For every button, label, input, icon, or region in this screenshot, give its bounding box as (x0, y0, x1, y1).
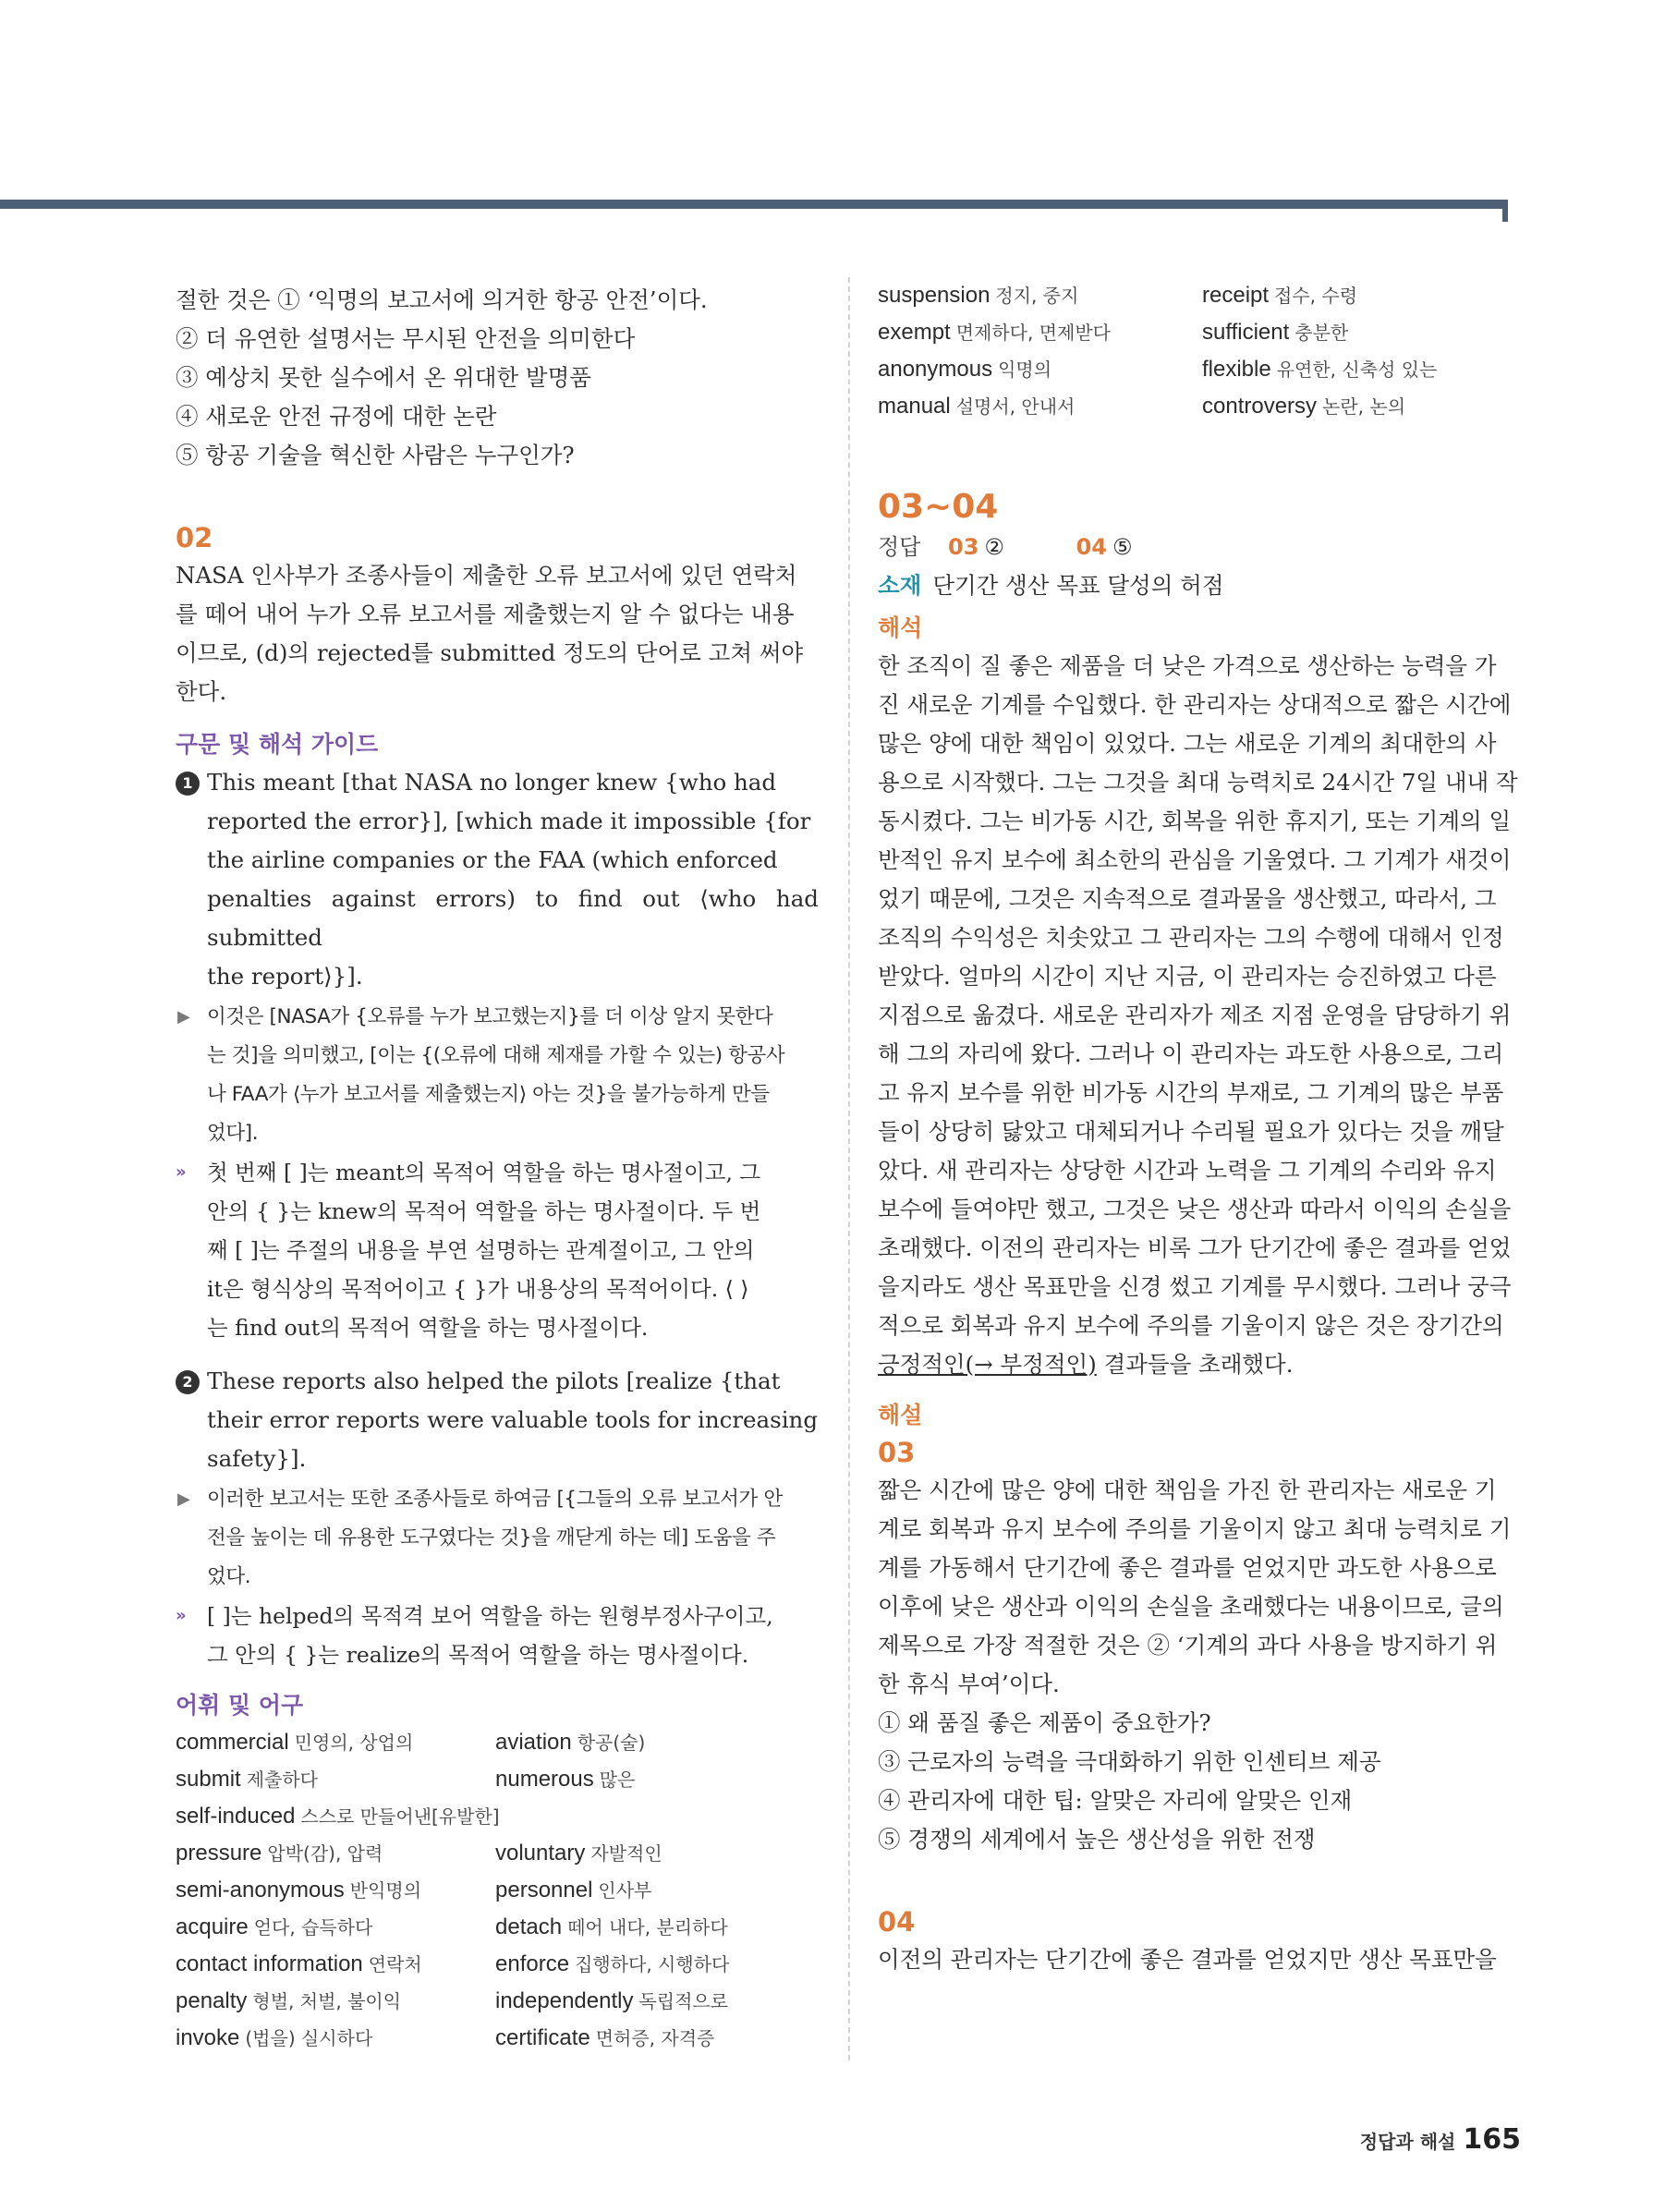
text-line: 째 [ ]는 주절의 내용을 부연 설명하는 관계절이고, 그 안의 (207, 1237, 755, 1263)
vocab-item: sufficient 충분한 (1202, 320, 1349, 345)
text-line: 한다. (176, 678, 227, 705)
vocab-item: aviation 항공(술) (495, 1730, 646, 1755)
q03-explanation (878, 1471, 1520, 1859)
answer-04-number: 04 (1076, 534, 1107, 560)
vocab-item: controversy 논란, 논의 (1202, 394, 1406, 419)
vocab-item: voluntary 자발적인 (495, 1841, 662, 1866)
text-line: 고 유지 보수를 위한 비가동 시간의 부재로, 그 기계의 많은 부품 (878, 1079, 1504, 1106)
guide-title: 구문 및 해석 가이드 (176, 731, 379, 758)
text-line: reported the error}], [which made it impossible {for (207, 808, 811, 834)
translation-body (878, 647, 1520, 1384)
text-line: 었다. (207, 1565, 251, 1588)
text-line: 는 것]을 의미했고, [이는 {(오류에 대해 제재를 가할 수 있는) 항공사 (207, 1044, 785, 1067)
text-line: ⑤ 항공 기술을 혁신한 사람은 누구인가? (176, 442, 575, 468)
text-line: ② 더 유연한 설명서는 무시된 안전을 의미한다 (176, 325, 636, 352)
text-line: [ ]는 helped의 목적격 보어 역할을 하는 원형부정사구이고, (207, 1603, 773, 1629)
text-line: 조직의 수익성은 치솟았고 그 관리자는 그의 수행에 대해서 인정 (878, 924, 1504, 951)
text-line: 나 FAA가 ⟨누가 보고서를 제출했는지⟩ 아는 것}을 불가능하게 만들 (207, 1083, 770, 1106)
page-number: 165 (1463, 2123, 1521, 2156)
footer-label: 정답과 해설 (1359, 2131, 1456, 2153)
vocab-item: independently 독립적으로 (495, 1988, 729, 2013)
text-line: 보수에 들여야만 했고, 그것은 낮은 생산과 따라서 이익의 손실을 (878, 1196, 1512, 1222)
text-line: 한 조직이 질 좋은 제품을 더 낮은 가격으로 생산하는 능력을 가 (878, 652, 1497, 679)
triangle-bullet-icon: ▶ (177, 1007, 190, 1027)
text-line: safety}]. (207, 1445, 307, 1472)
q02-explanation (176, 556, 819, 711)
vocab-item: exempt 면제하다, 면제받다 (878, 320, 1111, 345)
vocab-title: 어휘 및 어구 (176, 1692, 304, 1719)
text-line: 를 떼어 내어 누가 오류 보고서를 제출했는지 알 수 없다는 내용 (176, 601, 795, 627)
double-chevron-icon: » (176, 1162, 187, 1182)
text-line: 받았다. 얼마의 시간이 지난 지금, 이 관리자는 승진하였고 다른 (878, 963, 1497, 990)
text-line: 았다. 새 관리자는 상당한 시간과 노력을 그 기계의 수리와 유지 (878, 1157, 1497, 1184)
q04-number: 04 (878, 1906, 916, 1938)
q01-choices (176, 281, 819, 475)
text-line: ③ 예상치 못한 실수에서 온 위대한 발명품 (176, 364, 591, 391)
text-line: 을지라도 생산 목표만을 신경 썼고 기계를 무시했다. 그러나 궁극 (878, 1273, 1512, 1300)
text-line: 제목으로 가장 적절한 것은 ② ‘기계의 과다 사용을 방지하기 위 (878, 1632, 1498, 1659)
vocab-list-right (878, 277, 1520, 425)
sentence-2-note (176, 1597, 819, 1674)
vocab-item: pressure 압박(감), 압력 (176, 1841, 383, 1866)
header-bar-tick (1502, 200, 1508, 222)
text-line: 안의 { }는 knew의 목적어 역할을 하는 명사절이다. 두 번 (207, 1198, 761, 1224)
text-line: the airline companies or the FAA (which enforced (207, 846, 778, 873)
text-line: it은 형식상의 목적어이고 { }가 내용상의 목적어이다. ⟨ ⟩ (207, 1276, 749, 1302)
topic-label: 소재 (878, 572, 922, 599)
vocab-item: self-induced 스스로 만들어낸[유발한] (176, 1804, 500, 1829)
vocab-item: detach 떼어 내다, 분리하다 (495, 1914, 728, 1939)
vocab-item: commercial 민영의, 상업의 (176, 1730, 414, 1755)
text-line: 었다]. (207, 1122, 259, 1145)
text-line: penalties against errors) to find out ⟨who had submitted (207, 885, 819, 951)
text-line: 적으로 회복과 유지 보수에 주의를 기울이지 않은 것은 장기간의 (878, 1312, 1504, 1339)
text-line: 반적인 유지 보수에 최소한의 관심을 기울였다. 그 기계가 새것이 (878, 846, 1512, 873)
vocab-item: certificate 면허증, 자격증 (495, 2025, 715, 2050)
vocab-item: invoke (법을) 실시하다 (176, 2025, 373, 2050)
text-line: 이러한 보고서는 또한 조종사들로 하여금 [{그들의 오류 보고서가 안 (207, 1488, 783, 1511)
text-line: 었기 때문에, 그것은 지속적으로 결과물을 생산했고, 따라서, 그 (878, 885, 1497, 912)
triangle-bullet-icon: ▶ (177, 1489, 190, 1509)
vocab-item: submit 제출하다 (176, 1767, 318, 1792)
section-title: 03~04 (878, 488, 999, 526)
text-line: 이므로, (d)의 rejected를 submitted 정도의 단어로 고쳐 써야 (176, 639, 804, 666)
q04-explanation (878, 1940, 1520, 1979)
text-line: ③ 근로자의 능력을 극대화하기 위한 인센티브 제공 (878, 1748, 1381, 1775)
text-line: 들이 상당히 닳았고 대체되거나 수리될 필요가 있다는 것을 깨달 (878, 1118, 1504, 1145)
vocab-item: numerous 많은 (495, 1767, 636, 1792)
topic-row (878, 565, 1520, 606)
text-line: 는 find out의 목적어 역할을 하는 명사절이다. (207, 1315, 649, 1341)
sentence-1-translation (176, 998, 819, 1153)
text-line: These reports also helped the pilots [realize {that (207, 1367, 781, 1394)
sentence-2 (176, 1362, 819, 1478)
vocab-item: flexible 유연한, 신축성 있는 (1202, 357, 1438, 382)
sentence-1-note (176, 1153, 819, 1347)
text-line: 용으로 시작했다. 그는 그것을 최대 능력치로 24시간 7일 내내 작 (878, 769, 1518, 796)
page-footer (1360, 2123, 1521, 2156)
text-line: ⑤ 경쟁의 세계에서 높은 생산성을 위한 전쟁 (878, 1826, 1316, 1853)
translation-title: 해석 (878, 614, 923, 641)
underlined-answer: 긍정적인(→ 부정적인) (878, 1351, 1097, 1378)
answer-row (878, 529, 1520, 565)
explanation-title: 해설 (878, 1402, 923, 1428)
q02-number: 02 (176, 522, 213, 553)
vocab-item: contact information 연락처 (176, 1951, 422, 1976)
text-line: their error reports were valuable tools for increasing (207, 1406, 819, 1433)
header-bar (0, 200, 1508, 209)
text-line: 해 그의 자리에 왔다. 그러나 이 관리자는 과도한 사용으로, 그리 (878, 1040, 1504, 1067)
answer-04-value: ⑤ (1112, 534, 1133, 560)
answer-03-number: 03 (948, 534, 979, 560)
text-line: ④ 관리자에 대한 팁: 알맞은 자리에 알맞은 인재 (878, 1787, 1353, 1814)
answer-03-value: ② (984, 534, 1004, 560)
text-line: 진 새로운 기계를 수입했다. 한 관리자는 상대적으로 짧은 시간에 (878, 691, 1512, 718)
text-line: 계를 가동해서 단기간에 좋은 결과를 얻었지만 과도한 사용으로 (878, 1554, 1497, 1581)
text-line: ① 왜 품질 좋은 제품이 중요한가? (878, 1709, 1211, 1736)
double-chevron-icon: » (176, 1606, 187, 1625)
vocab-item: penalty 형벌, 처벌, 불이익 (176, 1988, 402, 2013)
vocab-item: anonymous 익명의 (878, 357, 1052, 382)
text-line: 이후에 낮은 생산과 이익의 손실을 초래했다는 내용이므로, 글의 (878, 1593, 1504, 1620)
vocab-item: receipt 접수, 수령 (1202, 283, 1358, 308)
text-line: 긍정적인(→ 부정적인) 결과들을 초래했다. (878, 1351, 1294, 1378)
vocab-item: manual 설명서, 안내서 (878, 394, 1076, 419)
text-line: 첫 번째 [ ]는 meant의 목적어 역할을 하는 명사절이고, 그 (207, 1160, 761, 1185)
vocab-list (176, 1724, 819, 2057)
text-line: This meant [that NASA no longer knew {who had (207, 769, 777, 796)
text-line: ④ 새로운 안전 규정에 대한 논란 (176, 403, 497, 430)
text-line: the report⟩}]. (207, 963, 363, 990)
topic-text: 단기간 생산 목표 달성의 허점 (932, 572, 1224, 599)
text-line: 동시켰다. 그는 비가동 시간, 회복을 위한 휴지기, 또는 기계의 일 (878, 808, 1512, 834)
column-divider (848, 277, 850, 2060)
vocab-item: enforce 집행하다, 시행하다 (495, 1951, 730, 1976)
answer-label: 정답 (878, 534, 921, 560)
text-line: 짧은 시간에 많은 양에 대한 책임을 가진 한 관리자는 새로운 기 (878, 1477, 1497, 1503)
vocab-item: personnel 인사부 (495, 1878, 652, 1902)
text-line: 그 안의 { }는 realize의 목적어 역할을 하는 명사절이다. (207, 1642, 749, 1668)
text-line: 초래했다. 이전의 관리자는 비록 그가 단기간에 좋은 결과를 얻었 (878, 1234, 1512, 1261)
vocab-item: acquire 얻다, 습득하다 (176, 1914, 373, 1939)
text-line: 절한 것은 ① ‘익명의 보고서에 의거한 항공 안전’이다. (176, 286, 708, 313)
text-line: 이전의 관리자는 단기간에 좋은 결과를 얻었지만 생산 목표만을 (878, 1946, 1497, 1973)
vocab-item: suspension 정지, 중지 (878, 283, 1079, 308)
text-line: 많은 양에 대한 책임이 있었다. 그는 새로운 기계의 최대한의 사 (878, 730, 1497, 757)
q03-number: 03 (878, 1437, 916, 1468)
left-column (176, 277, 819, 2057)
text-line: 계로 회복과 유지 보수에 주의를 기울이지 않고 최대 능력치로 기 (878, 1515, 1512, 1542)
vocab-item: semi-anonymous 반익명의 (176, 1878, 422, 1902)
sentence-2-translation (176, 1480, 819, 1597)
sentence-number-badge: 2 (176, 1370, 200, 1394)
text-line: 한 휴식 부여’이다. (878, 1671, 1060, 1697)
right-column (878, 277, 1520, 1979)
sentence-number-badge: 1 (176, 772, 200, 796)
text-line: 지점으로 옮겼다. 새로운 관리자가 제조 지점 운영을 담당하기 위 (878, 1002, 1512, 1028)
text-line: 이것은 [NASA가 {오류를 누가 보고했는지}를 더 이상 알지 못한다 (207, 1005, 773, 1028)
text-line: 전을 높이는 데 유용한 도구였다는 것}을 깨닫게 하는 데] 도움을 주 (207, 1526, 776, 1550)
sentence-1 (176, 763, 819, 996)
text-line: NASA 인사부가 조종사들이 제출한 오류 보고서에 있던 연락처 (176, 562, 797, 589)
